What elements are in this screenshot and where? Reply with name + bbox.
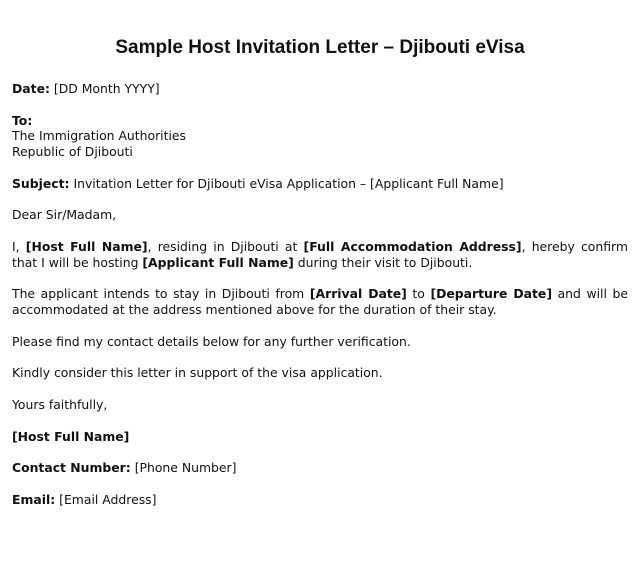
text: , hereby confirm that I will be hosting [12, 238, 628, 270]
signature-name-text: [Host Full Name] [12, 428, 130, 444]
text: during their visit to Djibouti. [293, 254, 473, 270]
recipient-line-1: The Immigration Authorities [12, 128, 186, 144]
date-label: Date: [12, 81, 50, 96]
letter-title: Sample Host Invitation Letter – Djibouti eVisa [115, 37, 525, 58]
paragraph-stay [12, 286, 628, 318]
host-name-placeholder: [Host Full Name] [25, 238, 148, 254]
letter-body [12, 81, 628, 523]
departure-date-placeholder: [Departure Date] [430, 286, 552, 302]
paragraph-contact: Please find my contact details below for any further verification. [12, 333, 411, 349]
subject-label: Subject: [12, 175, 70, 191]
date-value: [DD Month YYYY] [53, 81, 160, 96]
contact-number-line [12, 460, 628, 476]
paragraph-confirmation [12, 239, 628, 271]
email-value: [Email Address] [59, 491, 157, 507]
text: and will be accommodated at the address mentioned above for the duration of their stay. [12, 286, 628, 318]
text: The applicant intends to stay in Djibouti from [12, 286, 310, 302]
salutation: Dear Sir/Madam, [12, 207, 117, 223]
recipient-line-2: Republic of Djibouti [12, 144, 133, 160]
text: I, [12, 238, 26, 254]
to-label: To: [12, 112, 33, 128]
paragraph-support: Kindly consider this letter in support of the visa application. [12, 365, 383, 381]
closing: Yours faithfully, [12, 396, 108, 412]
text: , residing in Djibouti at [147, 238, 304, 254]
address-placeholder: [Full Accommodation Address] [303, 238, 522, 254]
signature-name [12, 429, 628, 445]
text: to [406, 286, 431, 302]
contact-value: [Phone Number] [134, 460, 237, 476]
subject-line [12, 176, 628, 192]
date-line [12, 81, 628, 97]
email-line [12, 492, 628, 508]
contact-label: Contact Number: [12, 460, 131, 476]
applicant-name-placeholder: [Applicant Full Name] [142, 254, 294, 270]
recipient-block [12, 113, 628, 160]
email-label: Email: [12, 491, 56, 507]
arrival-date-placeholder: [Arrival Date] [309, 286, 407, 302]
subject-value: Invitation Letter for Djibouti eVisa Application – [Applicant Full Name] [73, 175, 504, 191]
